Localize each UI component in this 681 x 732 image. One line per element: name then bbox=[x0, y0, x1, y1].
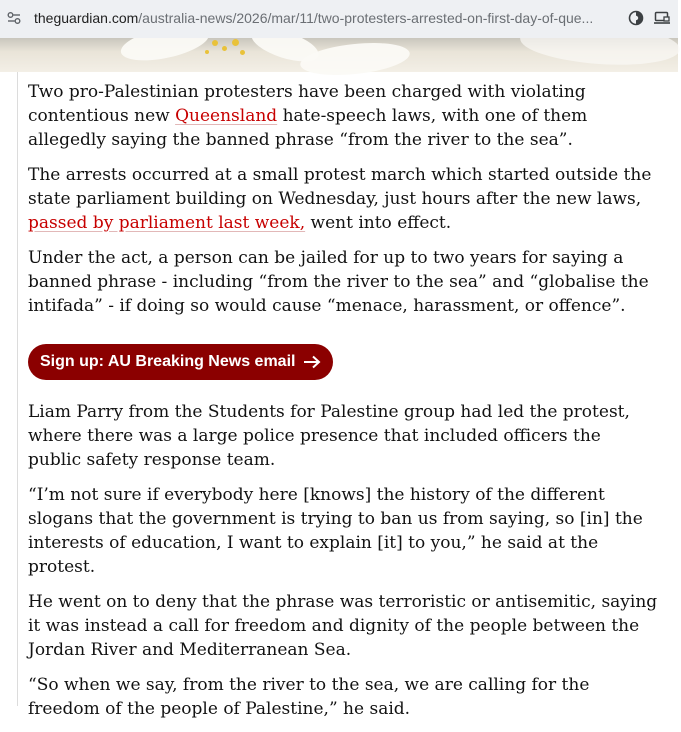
queensland-link[interactable]: Queensland bbox=[175, 106, 278, 126]
reader-mode-icon[interactable] bbox=[628, 10, 644, 26]
signup-label: Sign up: AU Breaking News email bbox=[40, 353, 296, 370]
paragraph-2: The arrests occurred at a small protest march which started outside the state parliament building on Wednesday, just hours after the new laws, passed by parliament last week, went into effect. bbox=[28, 165, 652, 233]
paragraph-6: He went on to deny that the phrase was terroristic or antisemitic, saying it was instead a call for freedom and dignity of the people between the Jordan River and Mediterranean Sea. bbox=[28, 592, 658, 660]
paragraph-7: “So when we say, from the river to the sea, we are calling for the freedom of the people of Palestine,” he said. bbox=[28, 675, 590, 719]
article-body bbox=[28, 80, 658, 732]
url-path: /australia-news/2026/mar/11/two-protesters-arrested-on-first-day-of-que... bbox=[138, 10, 594, 26]
site-settings-icon[interactable] bbox=[6, 10, 22, 26]
url-host: theguardian.com bbox=[34, 10, 139, 26]
arrow-right-icon bbox=[303, 355, 321, 369]
paragraph-1: Two pro-Palestinian protesters have been charged with violating contentious new Queensland hate-speech laws, with one of them allegedly saying the banned phrase “from the river to the sea”. bbox=[28, 82, 588, 150]
paragraph-5: “I’m not sure if everybody here [knows] the history of the different slogans that the government is trying to ban us from saying, so [in] the interests of education, I want to explain [it] to you,” he said at the protest. bbox=[28, 485, 643, 577]
paragraph-4: Liam Parry from the Students for Palestine group had led the protest, where there was a large police presence that included officers the public safety response team. bbox=[28, 402, 630, 470]
cast-device-icon[interactable] bbox=[654, 10, 670, 26]
paragraph-3: Under the act, a person can be jailed for up to two years for saying a banned phrase - including “from the river to the sea” and “globalise the intifada” - if doing so would cause “menace, harassment, or offence”. bbox=[28, 248, 649, 316]
passed-by-parliament-link[interactable]: passed by parliament last week, bbox=[28, 213, 306, 233]
address-bar[interactable] bbox=[0, 0, 678, 38]
column-divider bbox=[17, 72, 18, 706]
url-text[interactable] bbox=[34, 10, 593, 27]
hero-image bbox=[0, 38, 678, 72]
newsletter-signup-button[interactable] bbox=[28, 344, 333, 380]
